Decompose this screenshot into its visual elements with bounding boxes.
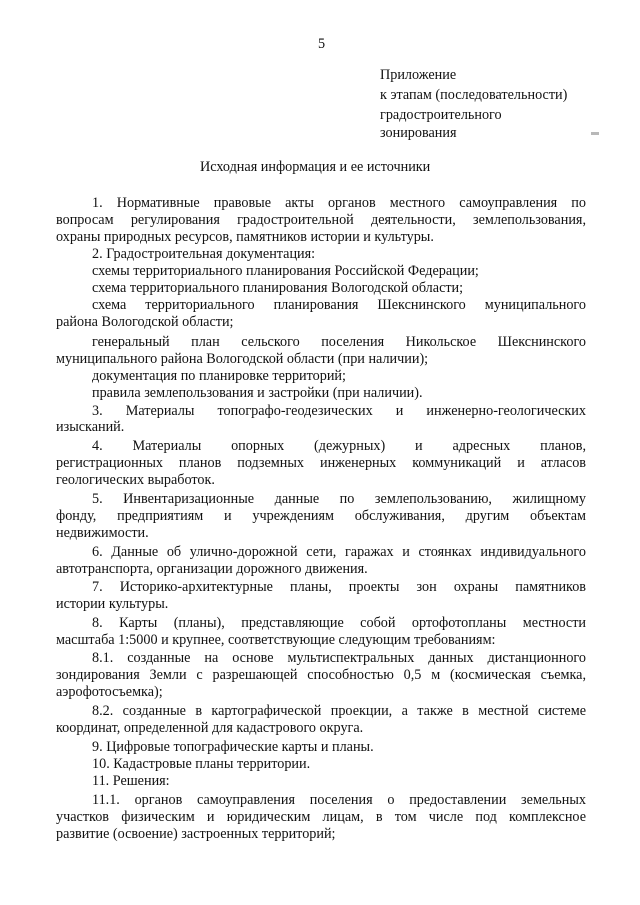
body-line: генеральный план сельского поселения Никольское Шекснинского bbox=[92, 334, 586, 350]
body-line: координат, определенной для кадастрового округа. bbox=[56, 720, 364, 736]
body-line: 6. Данные об улично-дорожной сети, гаражах и стоянках индивидуального bbox=[92, 544, 586, 560]
body-line: участков физическим и юридическим лицам, в том числе под комплексное bbox=[56, 809, 586, 825]
body-line: недвижимости. bbox=[56, 525, 149, 541]
body-line: вопросам регулирования градостроительной деятельности, землепользования, bbox=[56, 212, 586, 228]
body-line: 4. Материалы опорных (дежурных) и адресных планов, bbox=[92, 438, 586, 454]
body-line: автотранспорта, организации дорожного движения. bbox=[56, 561, 368, 577]
body-line: 2. Градостроительная документация: bbox=[92, 246, 316, 262]
appendix-header-line: зонирования bbox=[380, 125, 457, 141]
body-line: правила землепользования и застройки (при наличии). bbox=[92, 385, 423, 401]
body-line: зондирования Земли с разрешающей способностью 0,5 м (космическая съемка, bbox=[56, 667, 586, 683]
body-line: схема территориального планирования Вологодской области; bbox=[92, 280, 464, 296]
body-line: района Вологодской области; bbox=[56, 314, 234, 330]
appendix-header-line: градостроительного bbox=[380, 107, 502, 123]
body-line: изысканий. bbox=[56, 419, 125, 435]
body-line: регистрационных планов подземных инженерных коммуникаций и атласов bbox=[56, 455, 586, 471]
body-line: аэрофотосъемка); bbox=[56, 684, 163, 700]
body-line: схемы территориального планирования Российской Федерации; bbox=[92, 263, 479, 279]
document-title: Исходная информация и ее источники bbox=[200, 159, 431, 175]
body-line: 7. Историко-архитектурные планы, проекты зон охраны памятников bbox=[92, 579, 586, 595]
body-line: фонду, предприятиям и учреждениям обслуживания, другим объектам bbox=[56, 508, 586, 524]
body-line: муниципального района Вологодской области (при наличии); bbox=[56, 351, 429, 367]
body-line: развитие (освоение) застроенных территорий; bbox=[56, 826, 336, 842]
body-line: 10. Кадастровые планы территории. bbox=[92, 756, 311, 772]
body-line: 8.1. созданные на основе мультиспектральных данных дистанционного bbox=[92, 650, 586, 666]
appendix-header-line: Приложение bbox=[380, 67, 457, 83]
body-line: охраны природных ресурсов, памятников истории и культуры. bbox=[56, 229, 434, 245]
body-line: 1. Нормативные правовые акты органов местного самоуправления по bbox=[92, 195, 586, 211]
body-line: 3. Материалы топографо-геодезических и инженерно-геологических bbox=[92, 403, 586, 419]
body-line: геологических выработок. bbox=[56, 472, 215, 488]
body-line: 5. Инвентаризационные данные по землепользованию, жилищному bbox=[92, 491, 586, 507]
body-line: масштаба 1:5000 и крупнее, соответствующие следующим требованиям: bbox=[56, 632, 496, 648]
body-line: 11.1. органов самоуправления поселения о предоставлении земельных bbox=[92, 792, 586, 808]
page-number: 5 bbox=[318, 36, 326, 52]
body-line: 11. Решения: bbox=[92, 773, 170, 789]
body-line: 9. Цифровые топографические карты и планы. bbox=[92, 739, 374, 755]
body-line: документация по планировке территорий; bbox=[92, 368, 346, 384]
body-line: 8. Карты (планы), представляющие собой ортофотопланы местности bbox=[92, 615, 586, 631]
body-line: 8.2. созданные в картографической проекции, а также в местной системе bbox=[92, 703, 586, 719]
appendix-header-line: к этапам (последовательности) bbox=[380, 87, 568, 103]
body-line: истории культуры. bbox=[56, 596, 169, 612]
scan-edge-mark bbox=[591, 132, 599, 135]
body-line: схема территориального планирования Шекснинского муниципального bbox=[92, 297, 586, 313]
